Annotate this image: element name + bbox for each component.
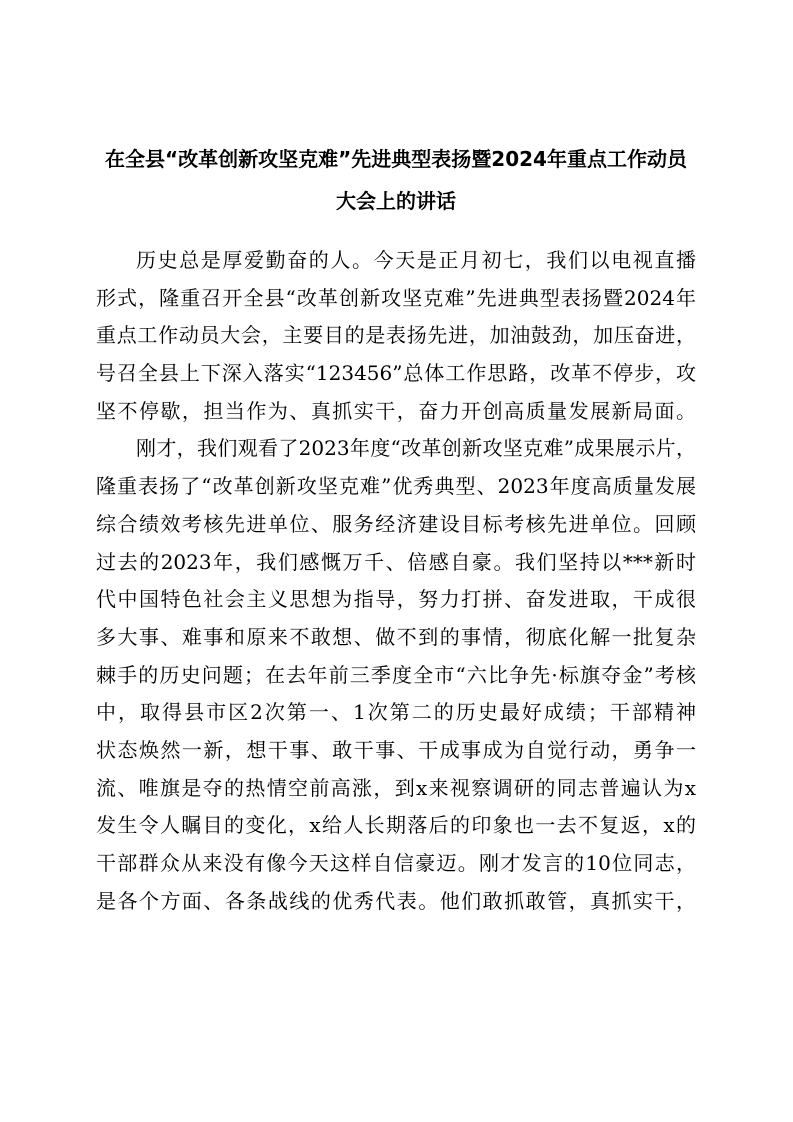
body-line: 过去的2023年，我们感慨万千、倍感自豪。我们坚持以***新时 (96, 549, 696, 574)
body-line: 坚不停歇，担当作为、真抓实干，奋力开创高质量发展新局面。 (96, 398, 696, 423)
body-line: 是各个方面、各条战线的优秀代表。他们敢抓敢管，真抓实干， (96, 888, 696, 913)
body-line: 中，取得县市区2次第一、1次第二的历史最好成绩；干部精神 (96, 700, 696, 725)
body-line: 代中国特色社会主义思想为指导，努力打拼、奋发进取，干成很 (96, 587, 696, 612)
body-line: 重点工作动员大会，主要目的是表扬先进，加油鼓劲，加压奋进， (96, 323, 696, 348)
body-line: 历史总是厚爱勤奋的人。今天是正月初七，我们以电视直播 (136, 248, 696, 272)
body-line: 综合绩效考核先进单位、服务经济建设目标考核先进单位。回顾 (96, 511, 696, 536)
body-line: 多大事、难事和原来不敢想、做不到的事情，彻底化解一批复杂 (96, 624, 696, 649)
body-line: 刚才，我们观看了2023年度“改革创新攻坚克难”成果展示片， (136, 436, 696, 461)
body-line: 隆重表扬了“改革创新攻坚克难”优秀典型、2023年度高质量发展 (96, 474, 696, 499)
body-line: 发生令人瞩目的变化，x给人长期落后的印象也一去不复返，x的 (96, 813, 696, 838)
document-title (96, 138, 696, 222)
body-line: 号召全县上下深入落实“123456”总体工作思路，改革不停步，攻 (96, 361, 696, 386)
body-line: 状态焕然一新，想干事、敢干事、干成事成为自觉行动，勇争一 (96, 737, 696, 762)
body-line: 干部群众从来没有像今天这样自信豪迈。刚才发言的10位同志， (96, 851, 696, 875)
document-body (96, 242, 696, 920)
body-line: 流、唯旗是夺的热情空前高涨，到x来视察调研的同志普遍认为x (96, 775, 696, 800)
title-line: 大会上的讲话 (336, 189, 456, 213)
body-line: 形式，隆重召开全县“改革创新攻坚克难”先进典型表扬暨2024年 (96, 285, 696, 310)
body-line: 棘手的历史问题；在去年前三季度全市“六比争先·标旗夺金”考核 (96, 662, 696, 687)
title-line: 在全县“改革创新攻坚克难”先进典型表扬暨2024年重点工作动员 (105, 147, 687, 171)
